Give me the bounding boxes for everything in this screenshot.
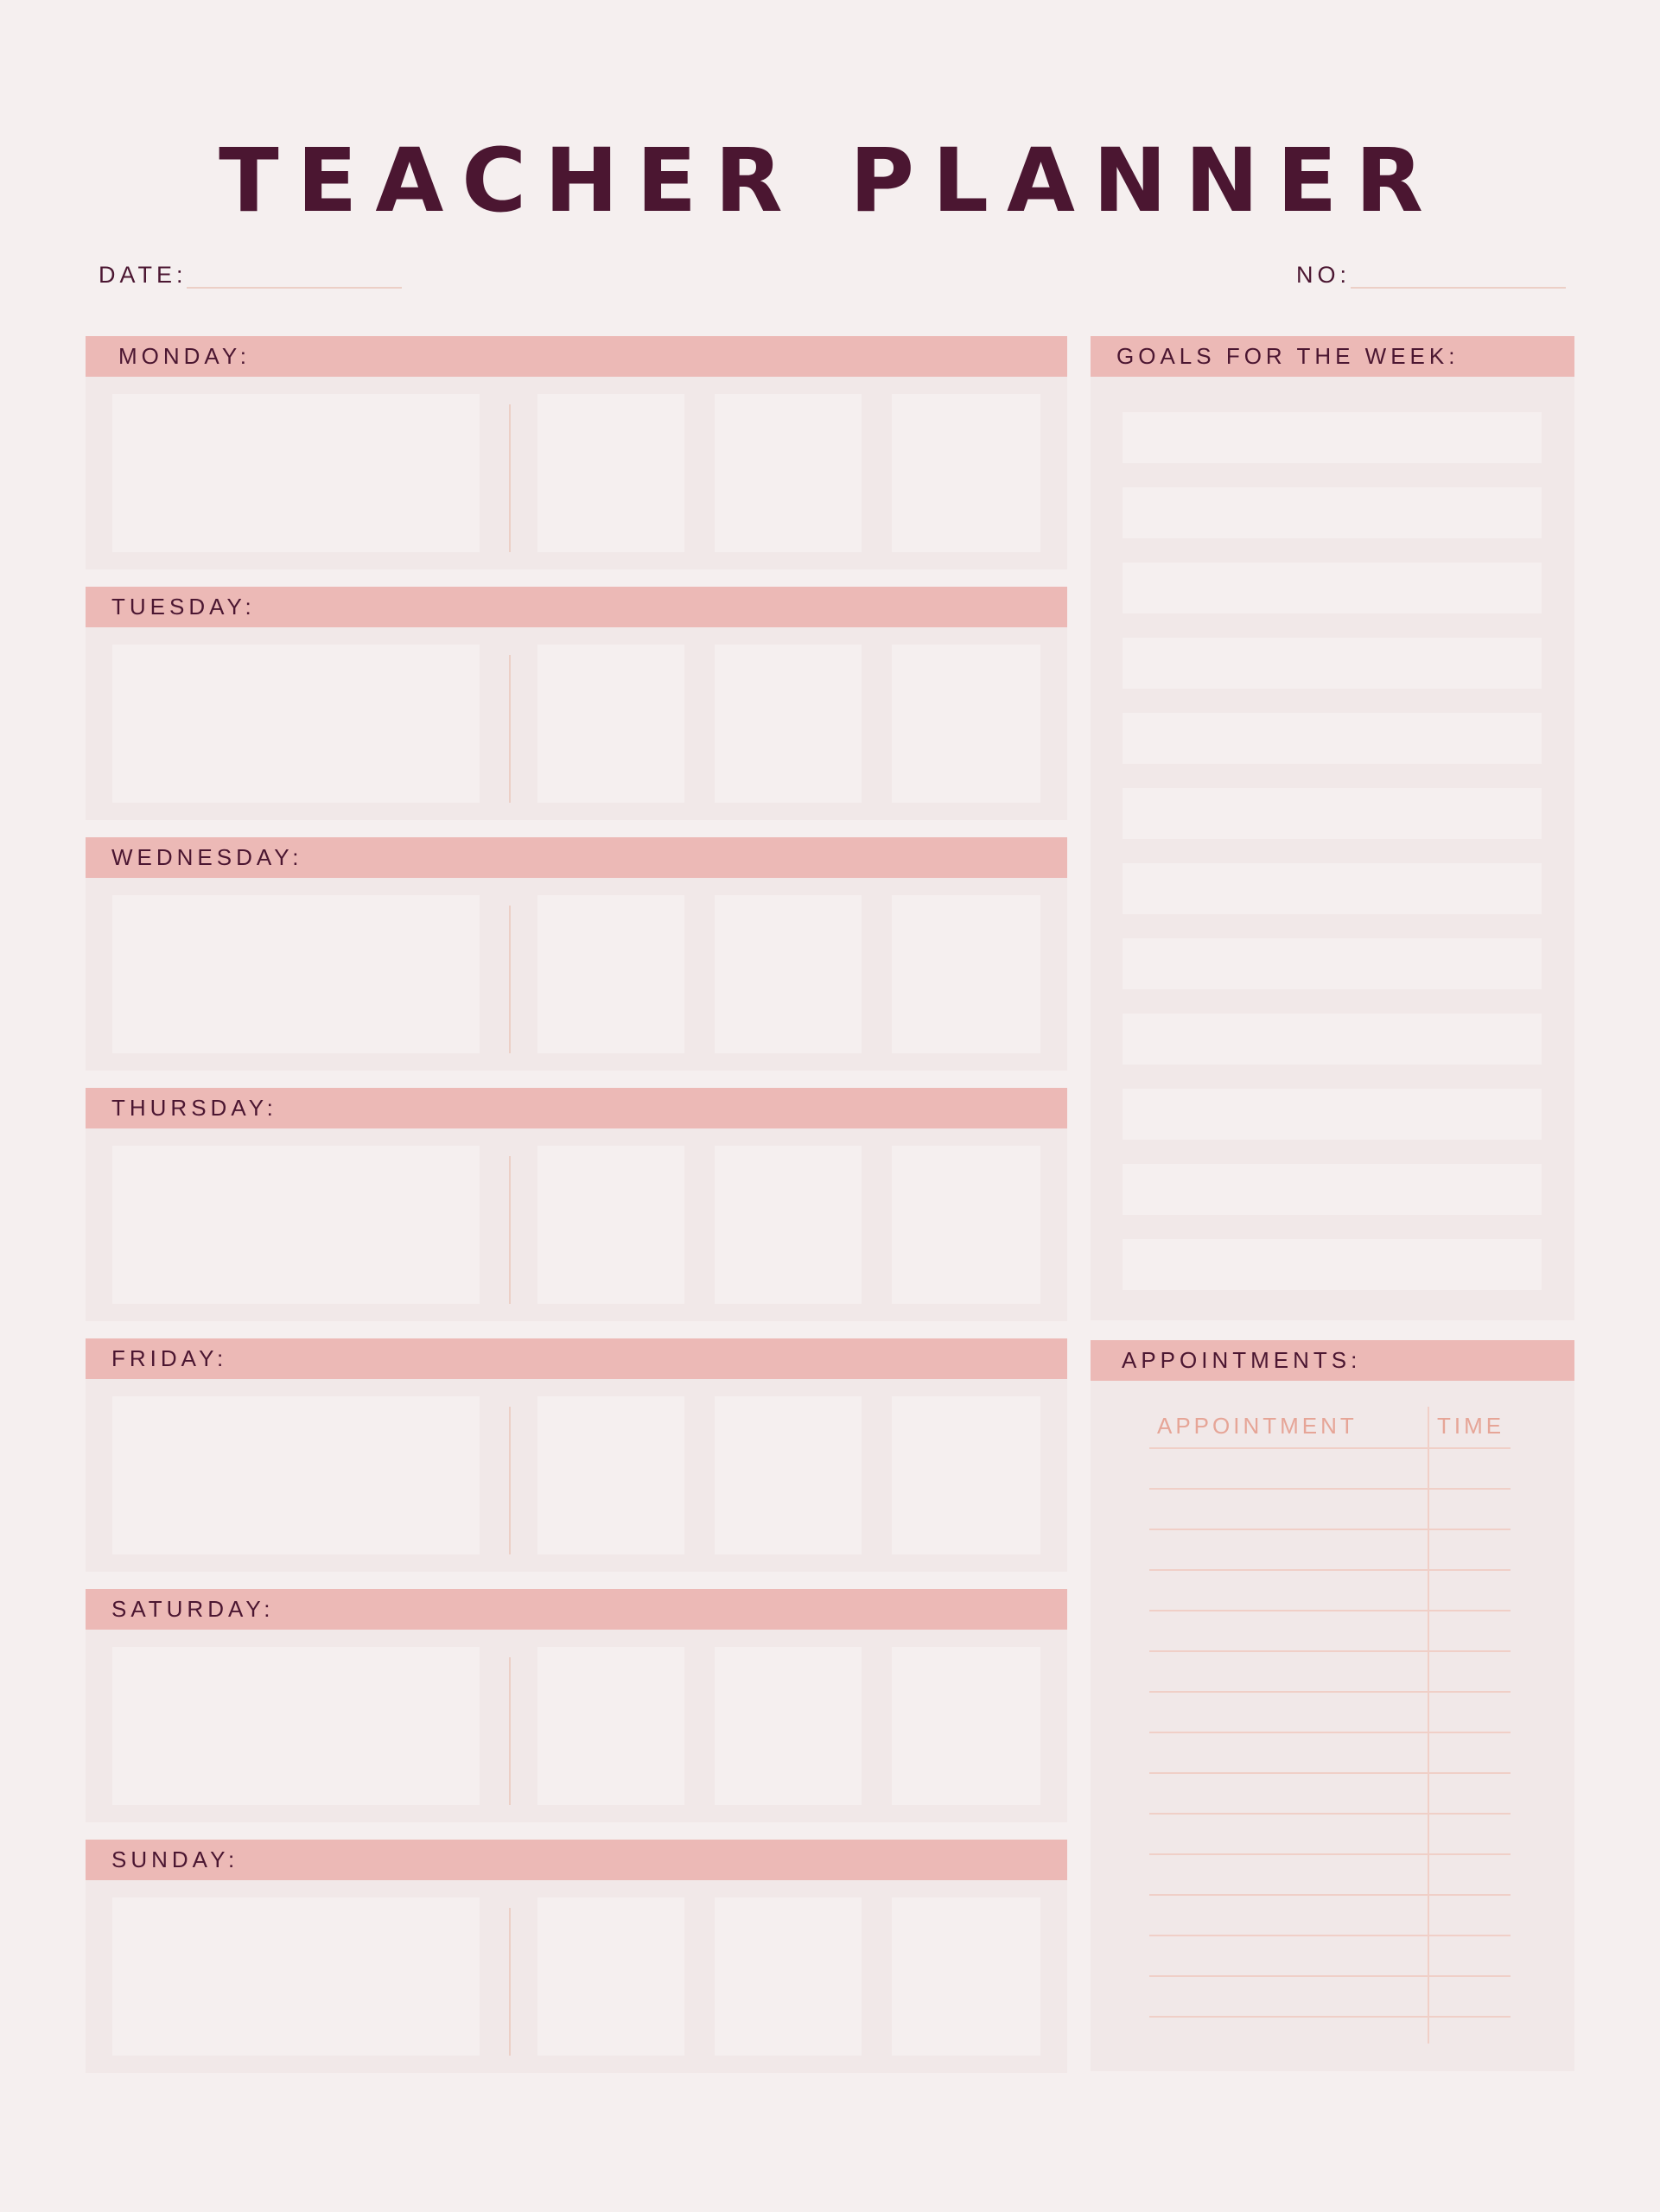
- column-divider: [509, 655, 511, 803]
- no-field[interactable]: [1351, 287, 1566, 289]
- day-slot-cell[interactable]: [715, 645, 862, 803]
- time-column-header: TIME: [1437, 1413, 1505, 1439]
- appointment-row[interactable]: [1149, 1447, 1511, 1449]
- no-label: NO:: [1296, 262, 1352, 288]
- day-slot-cell[interactable]: [892, 1396, 1040, 1554]
- appointment-row[interactable]: [1149, 1569, 1511, 1571]
- column-divider: [509, 1657, 511, 1805]
- day-slot-cell[interactable]: [715, 394, 862, 552]
- appointment-column-header: APPOINTMENT: [1157, 1413, 1358, 1439]
- goals-panel: [1091, 377, 1574, 1320]
- day-slot-cell[interactable]: [892, 1897, 1040, 2056]
- appointment-row[interactable]: [1149, 1894, 1511, 1896]
- appointment-row[interactable]: [1149, 1529, 1511, 1530]
- day-slot-cell[interactable]: [715, 1897, 862, 2056]
- day-notes-cell[interactable]: [112, 1146, 480, 1304]
- appointments-header: APPOINTMENTS:: [1091, 1340, 1574, 1381]
- day-header-tuesday: TUESDAY:: [86, 587, 1067, 627]
- appointment-row[interactable]: [1149, 2016, 1511, 2018]
- appointment-row[interactable]: [1149, 1488, 1511, 1490]
- column-divider: [509, 906, 511, 1053]
- column-divider: [509, 1908, 511, 2056]
- appointment-row[interactable]: [1149, 1853, 1511, 1855]
- day-notes-cell[interactable]: [112, 1396, 480, 1554]
- day-body-saturday: [86, 1630, 1067, 1822]
- day-slot-cell[interactable]: [892, 645, 1040, 803]
- day-header-monday: MONDAY:: [86, 336, 1067, 377]
- day-header-saturday: SATURDAY:: [86, 1589, 1067, 1630]
- day-notes-cell[interactable]: [112, 394, 480, 552]
- goal-line[interactable]: [1123, 1239, 1542, 1290]
- column-divider: [509, 1156, 511, 1304]
- day-slot-cell[interactable]: [537, 1647, 684, 1805]
- day-body-friday: [86, 1379, 1067, 1572]
- page-title: TEACHER PLANNER: [219, 130, 1441, 232]
- day-header-thursday: THURSDAY:: [86, 1088, 1067, 1128]
- day-notes-cell[interactable]: [112, 1897, 480, 2056]
- goal-line[interactable]: [1123, 713, 1542, 764]
- day-header-wednesday: WEDNESDAY:: [86, 837, 1067, 878]
- day-slot-cell[interactable]: [715, 895, 862, 1053]
- date-label: DATE:: [99, 262, 188, 288]
- appointment-row[interactable]: [1149, 1650, 1511, 1652]
- appointment-row[interactable]: [1149, 1772, 1511, 1774]
- day-body-wednesday: [86, 878, 1067, 1071]
- goals-header: GOALS FOR THE WEEK:: [1091, 336, 1574, 377]
- day-notes-cell[interactable]: [112, 1647, 480, 1805]
- column-divider: [509, 1407, 511, 1554]
- day-header-friday: FRIDAY:: [86, 1338, 1067, 1379]
- day-slot-cell[interactable]: [537, 1396, 684, 1554]
- appointment-row[interactable]: [1149, 1691, 1511, 1693]
- day-body-sunday: [86, 1880, 1067, 2073]
- day-header-sunday: SUNDAY:: [86, 1840, 1067, 1880]
- day-slot-cell[interactable]: [537, 394, 684, 552]
- day-body-thursday: [86, 1128, 1067, 1321]
- day-notes-cell[interactable]: [112, 645, 480, 803]
- day-slot-cell[interactable]: [892, 1146, 1040, 1304]
- goal-line[interactable]: [1123, 412, 1542, 463]
- day-slot-cell[interactable]: [537, 1897, 684, 2056]
- day-body-monday: [86, 377, 1067, 569]
- goal-line[interactable]: [1123, 1089, 1542, 1140]
- appointment-row[interactable]: [1149, 1732, 1511, 1733]
- day-slot-cell[interactable]: [892, 1647, 1040, 1805]
- appointment-row[interactable]: [1149, 1975, 1511, 1977]
- goal-line[interactable]: [1123, 563, 1542, 613]
- appointments-column-divider: [1428, 1407, 1429, 2044]
- day-slot-cell[interactable]: [715, 1647, 862, 1805]
- day-slot-cell[interactable]: [892, 895, 1040, 1053]
- goal-line[interactable]: [1123, 863, 1542, 914]
- day-slot-cell[interactable]: [537, 1146, 684, 1304]
- day-slot-cell[interactable]: [715, 1146, 862, 1304]
- day-slot-cell[interactable]: [537, 895, 684, 1053]
- date-field[interactable]: [187, 287, 402, 289]
- day-slot-cell[interactable]: [892, 394, 1040, 552]
- appointment-row[interactable]: [1149, 1813, 1511, 1815]
- appointments-panel: [1091, 1381, 1574, 2071]
- goal-line[interactable]: [1123, 788, 1542, 839]
- goal-line[interactable]: [1123, 638, 1542, 689]
- day-notes-cell[interactable]: [112, 895, 480, 1053]
- goal-line[interactable]: [1123, 938, 1542, 989]
- appointment-row[interactable]: [1149, 1935, 1511, 1936]
- day-body-tuesday: [86, 627, 1067, 820]
- goal-line[interactable]: [1123, 1014, 1542, 1065]
- column-divider: [509, 404, 511, 552]
- day-slot-cell[interactable]: [537, 645, 684, 803]
- appointment-row[interactable]: [1149, 1610, 1511, 1611]
- day-slot-cell[interactable]: [715, 1396, 862, 1554]
- goal-line[interactable]: [1123, 1164, 1542, 1215]
- goal-line[interactable]: [1123, 487, 1542, 538]
